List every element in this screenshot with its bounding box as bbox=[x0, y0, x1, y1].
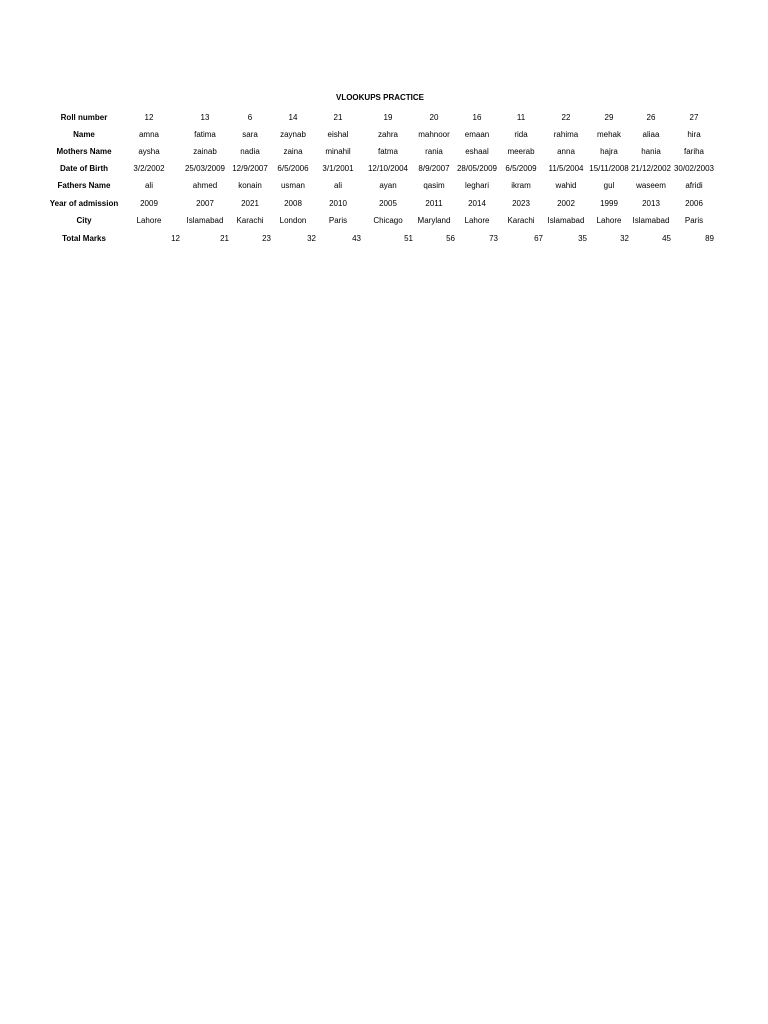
table-cell: konain bbox=[238, 181, 262, 190]
table-cell: gul bbox=[603, 181, 615, 190]
table-cell: zahra bbox=[377, 130, 398, 139]
table-cell: ali bbox=[333, 181, 342, 190]
table-row bbox=[0, 195, 768, 212]
row-header: Roll number bbox=[60, 113, 108, 122]
table-cell: Lahore bbox=[136, 216, 162, 225]
table-cell: Paris bbox=[684, 216, 704, 225]
table-cell: 2008 bbox=[284, 199, 302, 208]
table-cell: mehak bbox=[596, 130, 621, 139]
table-cell: qasim bbox=[423, 181, 445, 190]
table-cell: 2014 bbox=[468, 199, 486, 208]
table-cell: 2023 bbox=[512, 199, 530, 208]
table-cell: 43 bbox=[352, 234, 361, 243]
table-cell: 28/05/2009 bbox=[456, 164, 498, 173]
table-cell: 26 bbox=[646, 113, 656, 122]
table-row bbox=[0, 126, 768, 143]
table-cell: eishal bbox=[327, 130, 349, 139]
row-header: Mothers Name bbox=[56, 147, 112, 156]
table-cell: 51 bbox=[404, 234, 413, 243]
table-cell: London bbox=[279, 216, 307, 225]
table-cell: hira bbox=[687, 130, 701, 139]
table-cell: 12 bbox=[171, 234, 180, 243]
table-cell: 3/2/2002 bbox=[133, 164, 165, 173]
table-cell: aysha bbox=[138, 147, 160, 156]
table-cell: 3/1/2001 bbox=[322, 164, 354, 173]
table-cell: Karachi bbox=[236, 216, 264, 225]
table-cell: 21 bbox=[220, 234, 229, 243]
table-cell: 27 bbox=[689, 113, 699, 122]
row-header: Total Marks bbox=[62, 234, 106, 243]
table-cell: 21 bbox=[333, 113, 343, 122]
table-cell: zaina bbox=[283, 147, 303, 156]
table-row bbox=[0, 212, 768, 229]
table-cell: nadia bbox=[240, 147, 260, 156]
table-cell: amna bbox=[138, 130, 159, 139]
table-cell: 23 bbox=[262, 234, 271, 243]
table-cell: 2002 bbox=[557, 199, 575, 208]
table-cell: 14 bbox=[288, 113, 298, 122]
table-cell: 30/02/2003 bbox=[673, 164, 715, 173]
table-cell: 19 bbox=[383, 113, 393, 122]
table-cell: waseem bbox=[636, 181, 666, 190]
table-cell: 20 bbox=[429, 113, 439, 122]
table-cell: ahmed bbox=[192, 181, 218, 190]
table-cell: Lahore bbox=[464, 216, 490, 225]
table-cell: meerab bbox=[507, 147, 535, 156]
table-cell: aliaa bbox=[642, 130, 660, 139]
table-cell: wahid bbox=[555, 181, 577, 190]
table-cell: 2009 bbox=[140, 199, 158, 208]
table-cell: emaan bbox=[464, 130, 490, 139]
table-cell: eshaal bbox=[465, 147, 489, 156]
table-cell: 2007 bbox=[196, 199, 214, 208]
table-cell: 29 bbox=[604, 113, 614, 122]
table-cell: 2006 bbox=[685, 199, 703, 208]
table-cell: 2013 bbox=[642, 199, 660, 208]
table-cell: leghari bbox=[464, 181, 489, 190]
table-cell: 12/10/2004 bbox=[367, 164, 409, 173]
row-header: Date of Birth bbox=[60, 164, 108, 173]
table-cell: 6/5/2006 bbox=[277, 164, 309, 173]
table-cell: rania bbox=[425, 147, 443, 156]
table-cell: 13 bbox=[200, 113, 210, 122]
table-cell: 45 bbox=[662, 234, 671, 243]
table-cell: afridi bbox=[685, 181, 703, 190]
table-cell: Islamabad bbox=[547, 216, 585, 225]
table-cell: 56 bbox=[446, 234, 455, 243]
table-cell: 2021 bbox=[241, 199, 259, 208]
table-cell: 8/9/2007 bbox=[418, 164, 450, 173]
table-row bbox=[0, 143, 768, 160]
table-cell: sara bbox=[242, 130, 258, 139]
table-cell: ayan bbox=[379, 181, 397, 190]
row-header: City bbox=[76, 216, 92, 225]
table-cell: hania bbox=[641, 147, 661, 156]
table-cell: fatma bbox=[377, 147, 398, 156]
table-cell: 32 bbox=[307, 234, 316, 243]
table-cell: 35 bbox=[578, 234, 587, 243]
row-header: Name bbox=[73, 130, 95, 139]
row-header: Fathers Name bbox=[57, 181, 111, 190]
table-cell: 22 bbox=[561, 113, 571, 122]
table-cell: rahima bbox=[553, 130, 579, 139]
table-cell: 32 bbox=[620, 234, 629, 243]
table-row bbox=[0, 109, 768, 126]
table-cell: Paris bbox=[328, 216, 348, 225]
table-cell: 6 bbox=[247, 113, 253, 122]
table-cell: 25/03/2009 bbox=[184, 164, 226, 173]
table-cell: 11 bbox=[516, 113, 526, 122]
table-cell: usman bbox=[280, 181, 305, 190]
table-cell: anna bbox=[557, 147, 575, 156]
table-cell: zaynab bbox=[280, 130, 306, 139]
table-cell: 21/12/2002 bbox=[630, 164, 672, 173]
table-cell: 89 bbox=[705, 234, 714, 243]
table-row bbox=[0, 160, 768, 177]
table-cell: 2011 bbox=[425, 199, 443, 208]
table-cell: 15/11/2008 bbox=[589, 164, 629, 173]
table-cell: 12 bbox=[144, 113, 154, 122]
sheet-title: VLOOKUPS PRACTICE bbox=[335, 93, 424, 102]
table-cell: 6/5/2009 bbox=[505, 164, 537, 173]
table-cell: hajra bbox=[600, 147, 618, 156]
table-cell: 11/5/2004 bbox=[548, 164, 584, 173]
table-cell: minahil bbox=[325, 147, 351, 156]
table-cell: fariha bbox=[683, 147, 704, 156]
table-cell: Islamabad bbox=[186, 216, 224, 225]
table-cell: Lahore bbox=[596, 216, 622, 225]
table-cell: 2010 bbox=[329, 199, 347, 208]
table-cell: 1999 bbox=[600, 199, 618, 208]
table-cell: ikram bbox=[511, 181, 531, 190]
table-cell: Karachi bbox=[507, 216, 535, 225]
table-cell: 73 bbox=[489, 234, 498, 243]
table-row bbox=[0, 230, 768, 247]
table-cell: mahnoor bbox=[418, 130, 450, 139]
table-cell: zainab bbox=[193, 147, 217, 156]
table-cell: 67 bbox=[534, 234, 543, 243]
row-header: Year of admission bbox=[49, 199, 119, 208]
table-cell: Islamabad bbox=[632, 216, 670, 225]
table-cell: 16 bbox=[472, 113, 482, 122]
table-cell: rida bbox=[514, 130, 528, 139]
table-row bbox=[0, 177, 768, 194]
table-cell: 12/9/2007 bbox=[232, 164, 268, 173]
table-cell: Maryland bbox=[417, 216, 451, 225]
table-cell: 2005 bbox=[379, 199, 397, 208]
table-cell: fatima bbox=[194, 130, 216, 139]
table-cell: Chicago bbox=[373, 216, 403, 225]
table-cell: ali bbox=[144, 181, 153, 190]
